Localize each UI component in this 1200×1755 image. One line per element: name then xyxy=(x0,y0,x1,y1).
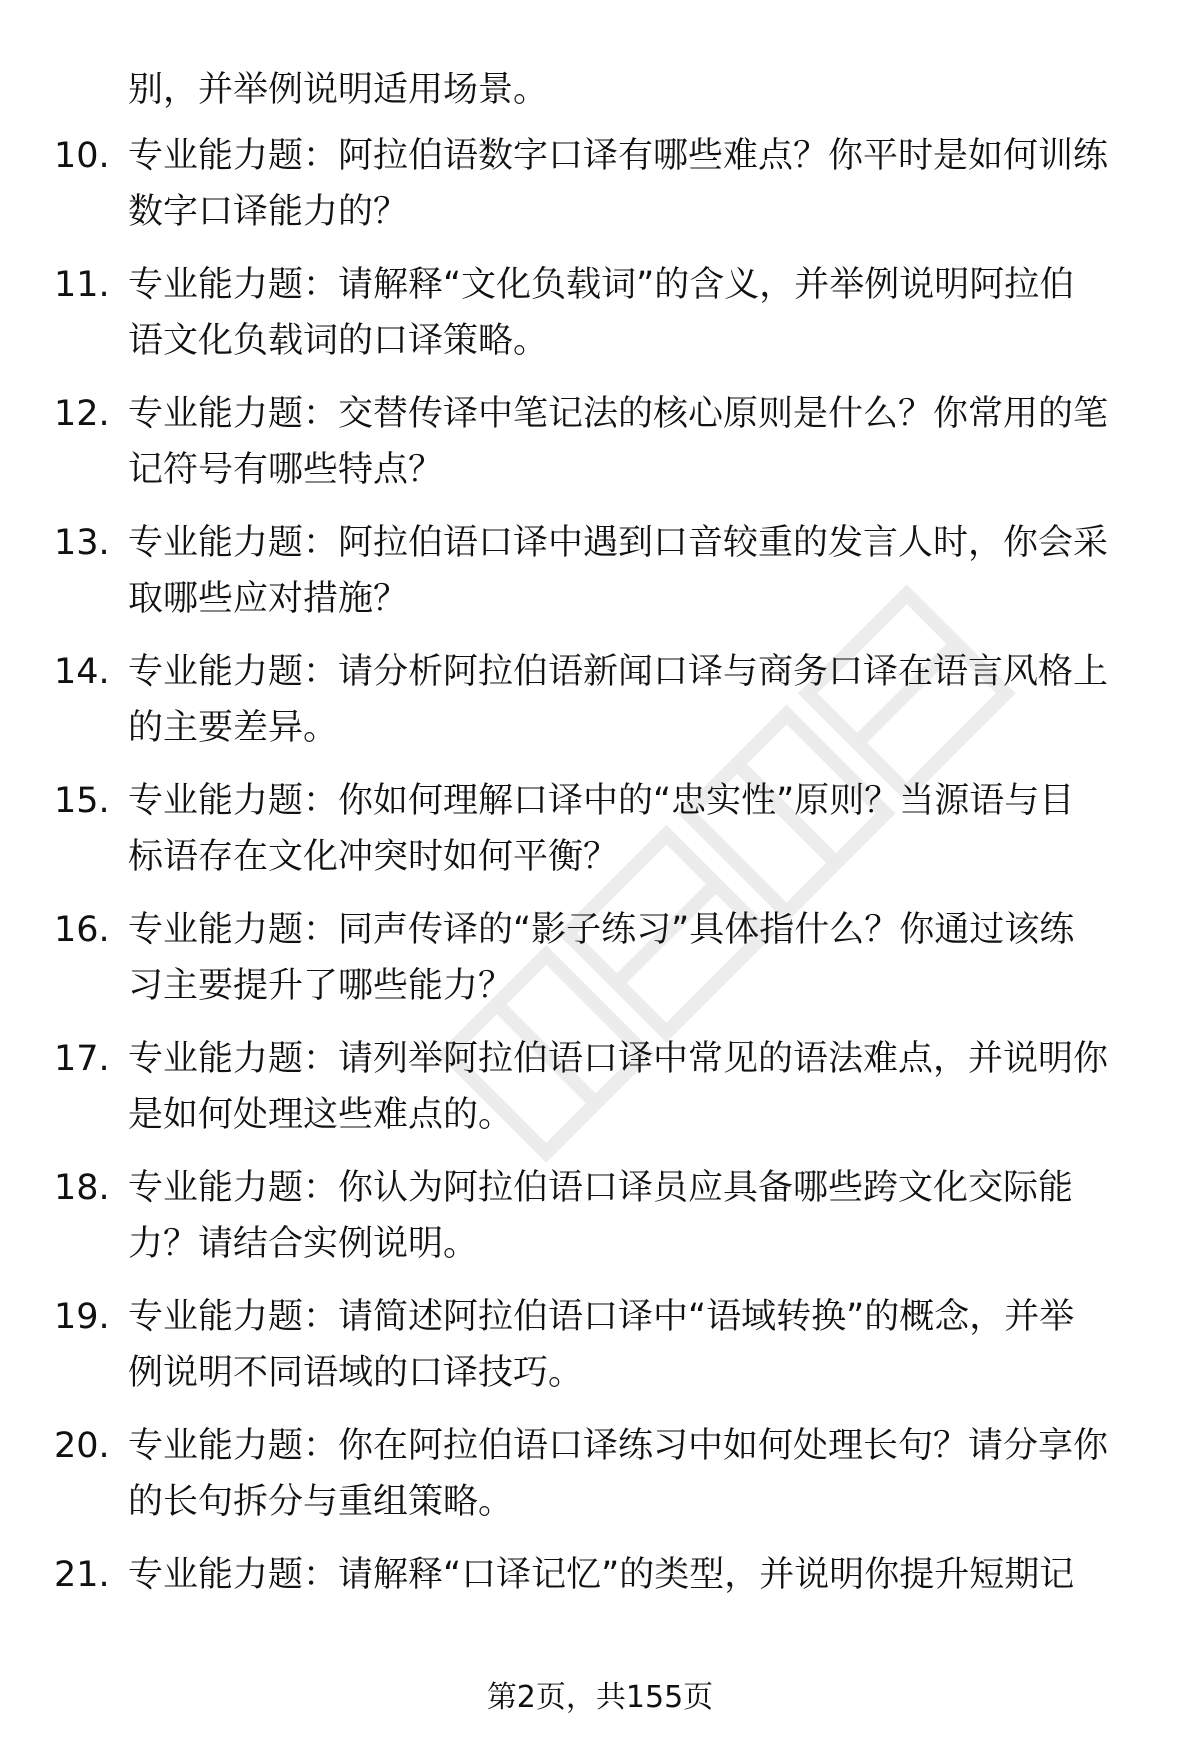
page-number-footer: 第2页，共155页 xyxy=(486,1680,714,1715)
question-line: 的主要差异。 xyxy=(128,708,339,748)
question-line: 专业能力题：同声传译的“影子练习”具体指什么？你通过该练 xyxy=(128,910,1075,950)
question-line: 专业能力题：请解释“文化负载词”的含义，并举例说明阿拉伯 xyxy=(128,265,1075,305)
question-number: 17. xyxy=(54,1039,110,1079)
question-line: 取哪些应对措施？ xyxy=(128,579,409,619)
question-item xyxy=(0,902,1200,1031)
question-line: 例说明不同语域的口译技巧。 xyxy=(128,1353,584,1393)
question-number: 20. xyxy=(54,1426,110,1466)
question-item xyxy=(0,1418,1200,1547)
question-text xyxy=(128,515,1138,627)
question-item xyxy=(0,1031,1200,1160)
question-line: 记符号有哪些特点？ xyxy=(128,450,444,490)
question-text xyxy=(128,386,1138,498)
question-line: 专业能力题：请列举阿拉伯语口译中常见的语法难点，并说明你 xyxy=(128,1039,1109,1079)
question-text xyxy=(128,128,1138,240)
question-line: 数字口译能力的？ xyxy=(128,192,409,232)
question-line: 语文化负载词的口译策略。 xyxy=(128,321,549,361)
question-text xyxy=(128,1289,1138,1401)
question-line: 力？请结合实例说明。 xyxy=(128,1224,479,1264)
question-number: 14. xyxy=(54,652,110,692)
question-line: 习主要提升了哪些能力？ xyxy=(128,966,514,1006)
question-number: 12. xyxy=(54,394,110,434)
question-number: 19. xyxy=(54,1297,110,1337)
question-line: 是如何处理这些难点的。 xyxy=(128,1095,514,1135)
question-text xyxy=(128,1418,1138,1530)
question-line: 专业能力题：你认为阿拉伯语口译员应具备哪些跨文化交际能 xyxy=(128,1168,1074,1208)
question-text xyxy=(128,1031,1138,1143)
question-line: 专业能力题：请解释“口译记忆”的类型，并说明你提升短期记 xyxy=(128,1555,1075,1595)
question-line: 专业能力题：请简述阿拉伯语口译中“语域转换”的概念，并举 xyxy=(128,1297,1075,1337)
question-text xyxy=(128,773,1138,885)
question-number: 18. xyxy=(54,1168,110,1208)
question-line: 专业能力题：请分析阿拉伯语新闻口译与商务口译在语言风格上 xyxy=(128,652,1109,692)
question-line: 标语存在文化冲突时如何平衡？ xyxy=(128,837,619,877)
question-number: 10. xyxy=(54,136,110,176)
question-line: 的长句拆分与重组策略。 xyxy=(128,1482,514,1522)
question-item xyxy=(0,128,1200,257)
question-item xyxy=(0,515,1200,644)
question-item xyxy=(0,1160,1200,1289)
question-text xyxy=(128,257,1138,369)
question-text xyxy=(128,1160,1138,1272)
question-list xyxy=(0,128,1200,1676)
question-line: 专业能力题：你如何理解口译中的“忠实性”原则？当源语与目 xyxy=(128,781,1075,821)
question-number: 11. xyxy=(54,265,110,305)
question-text xyxy=(128,902,1138,1014)
question-number: 15. xyxy=(54,781,110,821)
question-line: 专业能力题：交替传译中笔记法的核心原则是什么？你常用的笔 xyxy=(128,394,1109,434)
question-item xyxy=(0,257,1200,386)
question-item xyxy=(0,773,1200,902)
question-line: 专业能力题：阿拉伯语数字口译有哪些难点？你平时是如何训练 xyxy=(128,136,1109,176)
question-line: 专业能力题：你在阿拉伯语口译练习中如何处理长句？请分享你 xyxy=(128,1426,1109,1466)
question-number: 21. xyxy=(54,1555,110,1595)
question-line: 专业能力题：阿拉伯语口译中遇到口音较重的发言人时，你会采 xyxy=(128,523,1109,563)
question-item xyxy=(0,1289,1200,1418)
question-text xyxy=(128,1547,1138,1603)
question-item xyxy=(0,1547,1200,1676)
continuation-text: 别，并举例说明适用场景。 xyxy=(128,70,549,110)
question-number: 16. xyxy=(54,910,110,950)
question-text xyxy=(128,644,1138,756)
question-number: 13. xyxy=(54,523,110,563)
question-item xyxy=(0,386,1200,515)
question-item xyxy=(0,644,1200,773)
